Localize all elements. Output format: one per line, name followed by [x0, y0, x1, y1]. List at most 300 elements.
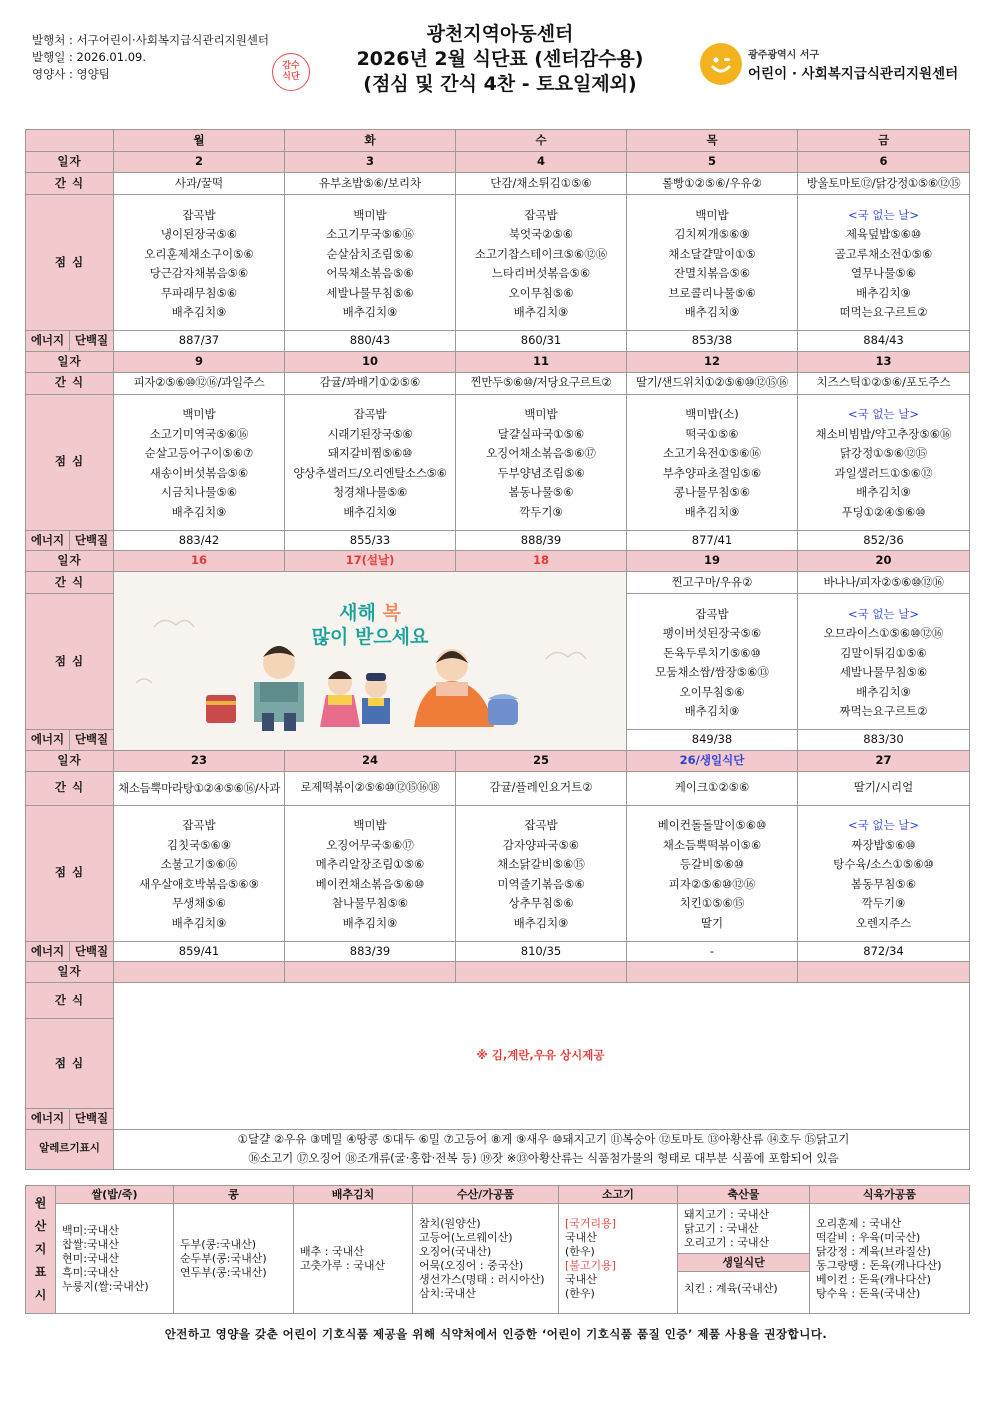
lunch-cell [627, 594, 798, 730]
approval-stamp [272, 53, 310, 91]
list-item: 미역줄기볶음⑤⑥ [497, 876, 585, 891]
list-item: 국내산 [565, 1272, 597, 1286]
list-item: 베이컨 : 돈육(캐나다산) [816, 1272, 931, 1286]
list-item: 오징어(국내산) [419, 1244, 492, 1258]
list-item: 고춧가루 : 국내산 [300, 1258, 386, 1272]
list-item: <국 없는 날> [847, 606, 920, 621]
energy-label: 에너지 [26, 730, 70, 751]
snack-row [26, 572, 970, 594]
snack-row [26, 983, 970, 1019]
list-item: 딸기 [700, 915, 724, 930]
list-item: 잡곡밥 [182, 818, 216, 832]
lunch-label: 점 심 [26, 394, 114, 530]
list-item: 팽이버섯된장국⑤⑥ [662, 626, 762, 640]
list-item: 오리훈제채소구이⑤⑥ [144, 246, 254, 261]
date-cell: 9 [114, 351, 285, 372]
date-row [26, 750, 970, 771]
list-item: 새송이버섯볶음⑤⑥ [149, 465, 249, 480]
lunch-label: 점 심 [26, 805, 114, 941]
lunch-row [26, 805, 970, 941]
snack-cell: 치즈스틱①②⑤⑥/포도주스 [798, 372, 970, 394]
list-item: 참치(원양산) [419, 1216, 481, 1230]
allergy-row [26, 1129, 970, 1169]
energy-cell: 883/42 [114, 530, 285, 551]
list-item: 오징어채소볶음⑤⑥⑰ [486, 446, 596, 460]
publisher-info [32, 32, 269, 83]
weekday-header-row [26, 130, 970, 152]
lunch-cell [456, 394, 627, 530]
origin-birthday [678, 1254, 810, 1314]
list-item: 오이무침⑤⑥ [679, 684, 745, 699]
protein-label: 단백질 [70, 730, 114, 751]
day-fri: 금 [798, 130, 970, 152]
list-item: 닭강정①⑤⑥⑫⑮ [839, 446, 928, 460]
list-item: 백미밥(소) [685, 407, 739, 421]
list-item: 배추김치⑨ [684, 704, 740, 718]
lunch-cell [627, 805, 798, 941]
list-item: 흑미:국내산 [62, 1265, 119, 1279]
date-row [26, 152, 970, 173]
list-item: 백미밥 [182, 407, 216, 421]
list-item: 오렌지주스 [855, 915, 912, 930]
list-item: (한우) [565, 1286, 595, 1300]
banner-line-2: 많이 받으세요 [311, 625, 429, 648]
list-item: 백미밥 [695, 207, 729, 222]
origin-kimchi [294, 1204, 413, 1314]
snack-cell: 딸기/샌드위치①②⑤⑥⑩⑫⑮⑯ [627, 372, 798, 394]
list-item: 떠먹는요구르트② [839, 305, 928, 319]
list-item: 배추김치⑨ [856, 285, 911, 300]
list-item: 배추김치⑨ [684, 305, 740, 319]
list-item: 치킨①⑤⑥⑮ [679, 896, 745, 910]
energy-cell: 887/37 [114, 331, 285, 352]
energy-cell: 810/35 [456, 941, 627, 962]
title-line-1: 광천지역아동센터 [426, 23, 574, 45]
list-item: 배추김치⑨ [684, 504, 740, 519]
energy-label: 에너지 [26, 530, 70, 551]
list-item: 생선가스(명태 : 러시아산) [419, 1272, 545, 1286]
list-item: [불고기용] [565, 1258, 617, 1272]
date-cell: 23 [114, 750, 285, 771]
issuer-text: 발행처 : 서구어린이·사회복지급식관리지원센터 [32, 33, 270, 47]
corner-cell [26, 130, 114, 152]
snack-cell: 방울토마토⑫/닭강정①⑤⑥⑫⑮ [798, 173, 970, 195]
lunch-cell [456, 805, 627, 941]
list-item: 두부(콩:국내산) [180, 1237, 257, 1251]
list-item: 깍두기⑨ [519, 504, 563, 519]
list-item: 피자②⑤⑥⑩⑫⑯ [668, 876, 756, 891]
list-item: 당근감자채볶음⑤⑥ [149, 266, 249, 280]
snack-cell: 감귤/플레인요거트② [456, 771, 627, 805]
list-item: 배추 : 국내산 [300, 1244, 364, 1258]
energy-cell: 849/38 [627, 730, 798, 751]
day-mon: 월 [114, 130, 285, 152]
date-cell: 5 [627, 152, 798, 173]
list-item: 달걀실파국①⑤⑥ [497, 426, 585, 441]
list-item: 베이컨채소볶음⑤⑥⑩ [315, 876, 425, 891]
origin-livestock [678, 1204, 810, 1254]
family-illustration [114, 587, 626, 735]
origin-header-beef: 소고기 [559, 1186, 678, 1204]
energy-row [26, 331, 970, 352]
footer-notice: 안전하고 영양을 갖춘 어린이 기호식품 제공을 위해 식약처에서 인증한 ‘어린이 기호식품 품질 인증’ 제품 사용을 권장합니다. [164, 1327, 828, 1341]
list-item: 배추김치⑨ [171, 504, 227, 519]
list-item: 오므라이스①⑤⑥⑩⑫⑯ [823, 626, 944, 640]
snack-cell: 감귤/꽈배기①②⑤⑥ [285, 372, 456, 394]
birthday-date-cell: 26/생일식단 [627, 750, 798, 771]
list-item: (한우) [565, 1244, 595, 1258]
list-item: 순살고등어구이⑤⑥⑦ [144, 446, 254, 460]
list-item: 배추김치⑨ [171, 915, 227, 930]
list-item: 세발나물무침⑤⑥ [839, 665, 928, 679]
banner-line-1b: 복 [382, 601, 401, 624]
energy-row [26, 530, 970, 551]
date-cell: 27 [798, 750, 970, 771]
list-item: 국내산 [565, 1230, 597, 1244]
list-item: 청경채나물⑤⑥ [332, 485, 408, 499]
list-item: 봄동무침⑤⑥ [850, 876, 917, 891]
snack-cell: 바나나/피자②⑤⑥⑩⑫⑯ [798, 572, 970, 594]
list-item: 배추김치⑨ [513, 305, 569, 319]
list-item: 소고기찹스테이크⑤⑥⑫⑯ [474, 246, 608, 261]
list-item: 백미밥 [353, 207, 387, 222]
allergy-line-1: ①달걀 ②우유 ③메밀 ④땅콩 ⑤대두 ⑥밀 ⑦고등어 ⑧게 ⑨새우 ⑩돼지고기 ⑪복숭아 ⑫토마토 ⑬아황산류 ⑭호두 ⑮닭고기 [237, 1131, 850, 1146]
list-item: 냉이된장국⑤⑥ [160, 227, 238, 241]
energy-label: 에너지 [26, 941, 70, 962]
origin-label-char: 표 [34, 1265, 47, 1279]
origin-label-char: 시 [34, 1288, 47, 1302]
day-wed: 수 [456, 130, 627, 152]
energy-cell: 872/34 [798, 941, 970, 962]
snack-cell: 롤빵①②⑤⑥/우유② [627, 173, 798, 195]
lunch-cell [798, 394, 970, 530]
list-item: 현미:국내산 [62, 1251, 119, 1265]
always-provided-note: ※ 김,계란,우유 상시제공 [114, 983, 970, 1130]
snack-label: 간 식 [26, 983, 114, 1019]
snack-cell: 채소듬뿍마라탕①②④⑤⑥⑯/사과 [114, 771, 285, 805]
title-line-2: 2026년 2월 식단표 (센터감수용) [356, 48, 644, 70]
list-item: 참나물무침⑤⑥ [331, 896, 409, 910]
list-item: 잡곡밥 [524, 818, 558, 832]
list-item: 잡곡밥 [695, 606, 729, 621]
snack-cell: 케이크①②⑤⑥ [627, 771, 798, 805]
origin-label-char: 지 [34, 1242, 47, 1256]
list-item: 배추김치⑨ [513, 915, 569, 930]
list-item: 연두부(콩:국내산) [180, 1265, 267, 1279]
list-item: 열무나물⑤⑥ [850, 266, 917, 280]
list-item: 백미밥 [524, 407, 558, 421]
snack-label: 간 식 [26, 771, 114, 805]
snack-label: 간 식 [26, 372, 114, 394]
origin-label [26, 1186, 56, 1314]
energy-cell: 884/43 [798, 331, 970, 352]
list-item: 잡곡밥 [182, 207, 216, 222]
holiday-date-cell: 18 [456, 551, 627, 572]
lunch-cell [456, 195, 627, 331]
list-item: 순두부(콩:국내산) [180, 1251, 267, 1265]
meal-table [25, 129, 970, 1170]
date-cell: 6 [798, 152, 970, 173]
snack-cell: 사과/꿀떡 [114, 173, 285, 195]
list-item: 골고루채소전①⑤⑥ [834, 246, 933, 261]
list-item: 채소비빔밥/약고추장⑤⑥⑯ [815, 426, 952, 441]
title-line-3: (점심 및 간식 4찬 - 토요일제외) [363, 73, 637, 95]
list-item: 세발나물무침⑤⑥ [326, 285, 414, 300]
lunch-cell [627, 394, 798, 530]
list-item: 김치찌개⑤⑥⑨ [674, 227, 750, 241]
origin-rice [56, 1204, 174, 1314]
document-header [0, 0, 992, 118]
list-item: 돈육두루치기⑤⑥⑩ [663, 645, 761, 660]
list-item: 짜장밥⑤⑥⑩ [851, 837, 916, 852]
snack-row [26, 372, 970, 394]
energy-row [26, 941, 970, 962]
origin-table [25, 1185, 970, 1314]
list-item: 오리고기 : 국내산 [684, 1235, 770, 1249]
list-item: 어묵(오징어 : 중국산) [419, 1258, 524, 1272]
energy-cell: 888/39 [456, 530, 627, 551]
list-item: 무파래무침⑤⑥ [160, 285, 238, 300]
date-cell: 11 [456, 351, 627, 372]
list-item: 백미밥 [353, 818, 387, 832]
list-item: 배추김치⑨ [856, 684, 911, 699]
energy-label: 에너지 [26, 331, 70, 352]
date-label: 일자 [26, 962, 114, 983]
list-item: 닭강정 : 계육(브라질산) [816, 1244, 931, 1258]
list-item: 떡국①⑤⑥ [685, 426, 739, 441]
smile-logo-icon [700, 43, 742, 85]
snack-cell: 유부초밥⑤⑥/보리차 [285, 173, 456, 195]
energy-cell: 883/30 [798, 730, 970, 751]
snack-label: 간 식 [26, 572, 114, 594]
date-cell: 2 [114, 152, 285, 173]
center-logo [700, 43, 960, 85]
list-item: 찹쌀:국내산 [62, 1237, 119, 1251]
list-item: 상추무침⑤⑥ [508, 896, 574, 910]
allergy-line-2: ⑯소고기 ⑰오징어 ⑱조개류(굴·홍합·전복 등) ⑲잣 ※⑬아황산류는 식품첨가물의 형태로 대부분 식품에 포함되어 있음 [248, 1151, 839, 1165]
list-item: 잔멸치볶음⑤⑥ [673, 266, 751, 280]
holiday-date-cell: 16 [114, 551, 285, 572]
date-label: 일자 [26, 750, 114, 771]
lunch-cell [114, 394, 285, 530]
list-item: 소고기미역국⑤⑥⑯ [149, 426, 249, 441]
date-cell: 4 [456, 152, 627, 173]
origin-header-bean: 콩 [174, 1186, 294, 1204]
holiday-date-cell: 17(설날) [285, 551, 456, 572]
protein-label: 단백질 [70, 1109, 114, 1130]
list-item: 백미:국내산 [62, 1223, 119, 1237]
day-thu: 목 [627, 130, 798, 152]
list-item: 소불고기⑤⑥⑯ [160, 857, 238, 871]
list-item: 오징어무국⑤⑥⑰ [326, 837, 414, 852]
date-cell: 13 [798, 351, 970, 372]
lunch-cell [285, 805, 456, 941]
new-year-banner [114, 587, 626, 735]
origin-beef [559, 1204, 678, 1314]
date-row [26, 962, 970, 983]
origin-header-processed: 식육가공품 [810, 1186, 970, 1204]
list-item: 김칫국⑤⑥⑨ [166, 837, 232, 852]
list-item: 제육덮밥⑤⑥⑩ [845, 227, 922, 241]
day-tue: 화 [285, 130, 456, 152]
list-item: 채소달걀말이①⑤ [668, 246, 756, 261]
list-item: <국 없는 날> [847, 207, 920, 222]
list-item: 배추김치⑨ [342, 305, 398, 319]
snack-cell: 로제떡볶이②⑤⑥⑩⑫⑮⑯⑱ [285, 771, 456, 805]
list-item: 콩나물무침⑤⑥ [673, 485, 751, 499]
protein-label: 단백질 [70, 331, 114, 352]
date-cell [456, 962, 627, 983]
date-cell: 10 [285, 351, 456, 372]
list-item: 떡갈비 : 우육(미국산) [816, 1230, 921, 1244]
energy-cell: 859/41 [114, 941, 285, 962]
protein-label: 단백질 [70, 941, 114, 962]
list-item: 잡곡밥 [524, 207, 558, 222]
date-label: 일자 [26, 351, 114, 372]
lunch-label: 점 심 [26, 594, 114, 730]
origin-header-seafood: 수산/가공품 [413, 1186, 559, 1204]
date-cell: 19 [627, 551, 798, 572]
logo-title: 어린이 · 사회복지급식관리지원센터 [748, 66, 959, 82]
list-item: 깍두기⑨ [861, 896, 906, 910]
lunch-row [26, 195, 970, 331]
energy-cell: 883/39 [285, 941, 456, 962]
snack-cell: 단감/채소튀김①⑤⑥ [456, 173, 627, 195]
origin-bean [174, 1204, 294, 1314]
list-item: 탕수육 : 돈육(국내산) [816, 1286, 921, 1300]
date-cell [627, 962, 798, 983]
list-item: 삼치:국내산 [419, 1286, 476, 1300]
list-item: 메추리알장조림①⑤⑥ [315, 857, 425, 871]
list-item: 시금치나물⑤⑥ [160, 485, 238, 499]
list-item: 채소닭갈비⑤⑥⑮ [497, 857, 585, 871]
origin-header-livestock: 축산물 [678, 1186, 810, 1204]
list-item: <국 없는 날> [847, 407, 920, 421]
list-item: 브로콜리나물⑤⑥ [668, 285, 756, 300]
date-cell [798, 962, 970, 983]
list-item: 순살삼치조림⑤⑥ [326, 246, 414, 261]
list-item: 고등어(노르웨이산) [419, 1230, 513, 1244]
list-item: 베이컨돌돌말이⑤⑥⑩ [657, 818, 767, 832]
banner-line-1a: 새해 [339, 601, 383, 624]
snack-row [26, 173, 970, 195]
lunch-label: 점 심 [26, 1019, 114, 1109]
energy-label: 에너지 [26, 1109, 70, 1130]
list-item: 시래기된장국⑤⑥ [327, 426, 413, 441]
date-cell: 3 [285, 152, 456, 173]
date-cell: 20 [798, 551, 970, 572]
lunch-row [26, 394, 970, 530]
date-cell: 24 [285, 750, 456, 771]
birthday-origin-list [678, 1272, 809, 1296]
energy-cell: 877/41 [627, 530, 798, 551]
list-item: 오이무침⑤⑥ [508, 285, 574, 300]
allergy-label: 알레르기표시 [26, 1129, 114, 1169]
snack-row [26, 771, 970, 805]
snack-label: 간 식 [26, 173, 114, 195]
list-item: 소고기육전①⑤⑥⑯ [663, 446, 761, 460]
stamp-text: 감수 식단 [282, 61, 300, 82]
list-item: 모둠채소쌈/쌈장⑤⑥⑬ [655, 665, 769, 679]
list-item: 느타리버섯볶음⑤⑥ [491, 266, 591, 280]
list-item: <국 없는 날> [847, 818, 920, 832]
list-item: 잡곡밥 [353, 407, 387, 421]
list-item: 돼지갈비찜⑤⑥⑩ [327, 446, 413, 460]
list-item: 김말이튀김①⑤⑥ [840, 645, 927, 660]
list-item: 봄동나물⑤⑥ [508, 485, 574, 499]
lunch-cell [798, 594, 970, 730]
list-item: 치킨 : 계육(국내산) [684, 1282, 778, 1295]
energy-cell: 880/43 [285, 331, 456, 352]
list-item: 탕수육/소스①⑤⑥⑩ [833, 857, 934, 871]
list-item: 배추김치⑨ [343, 504, 397, 519]
date-row [26, 551, 970, 572]
list-item: 어묵채소볶음⑤⑥ [326, 266, 414, 280]
lunch-cell [114, 805, 285, 941]
energy-cell: 855/33 [285, 530, 456, 551]
list-item: 배추김치⑨ [856, 485, 911, 499]
list-item: 돼지고기 : 국내산 [684, 1207, 770, 1221]
snack-cell: 피자②⑤⑥⑩⑫⑯/과일주스 [114, 372, 285, 394]
snack-cell: 찐고구마/우유② [627, 572, 798, 594]
list-item: 양상추샐러드/오리엔탈소스⑤⑥ [293, 465, 447, 480]
date-cell [285, 962, 456, 983]
list-item: 과일샐러드①⑤⑥⑫ [834, 465, 933, 480]
origin-header-kimchi: 배추김치 [294, 1186, 413, 1204]
origin-header-rice: 쌀(밥/죽) [56, 1186, 174, 1204]
snack-cell: 딸기/시리얼 [798, 771, 970, 805]
energy-cell: - [627, 941, 798, 962]
list-item: 북엇국②⑤⑥ [508, 227, 574, 241]
logo-subtitle: 광주광역시 서구 [748, 50, 820, 61]
lunch-cell [798, 195, 970, 331]
issue-date-text: 발행일 : 2026.01.09. [32, 50, 147, 64]
list-item: 두부양념조림⑤⑥ [497, 465, 585, 480]
date-label: 일자 [26, 152, 114, 173]
origin-label-char: 산 [34, 1219, 47, 1233]
list-item: 닭고기 : 국내산 [684, 1221, 759, 1235]
dietitian-text: 영양사 : 영양팀 [32, 67, 110, 81]
origin-processed [810, 1204, 970, 1314]
lunch-label: 점 심 [26, 195, 114, 331]
protein-label: 단백질 [70, 530, 114, 551]
date-cell [114, 962, 285, 983]
list-item: 동그랑땡 : 돈육(캐나다산) [816, 1258, 942, 1272]
list-item: 푸딩①②④⑤⑥⑩ [841, 504, 926, 519]
date-cell: 12 [627, 351, 798, 372]
birthday-origin-header: 생일식단 [678, 1254, 809, 1272]
lunch-cell [798, 805, 970, 941]
lunch-cell [114, 195, 285, 331]
list-item: 배추김치⑨ [342, 915, 398, 930]
origin-seafood [413, 1204, 559, 1314]
list-item: 새우살애호박볶음⑤⑥⑨ [139, 876, 259, 891]
lunch-cell [285, 394, 456, 530]
energy-cell: 860/31 [456, 331, 627, 352]
lunch-cell [285, 195, 456, 331]
list-item: 짜먹는요구르트② [839, 704, 928, 718]
list-item: 소고기무국⑤⑥⑯ [326, 227, 414, 241]
list-item: 채소듬뿍떡볶이⑤⑥ [662, 837, 762, 852]
list-item: 등갈비⑤⑥⑩ [679, 857, 745, 871]
energy-cell: 853/38 [627, 331, 798, 352]
page-title [330, 22, 670, 97]
date-label: 일자 [26, 551, 114, 572]
allergy-legend [114, 1129, 970, 1169]
list-item: [국거리용] [565, 1216, 617, 1230]
list-item: 감자양파국⑤⑥ [502, 837, 580, 852]
date-row [26, 351, 970, 372]
